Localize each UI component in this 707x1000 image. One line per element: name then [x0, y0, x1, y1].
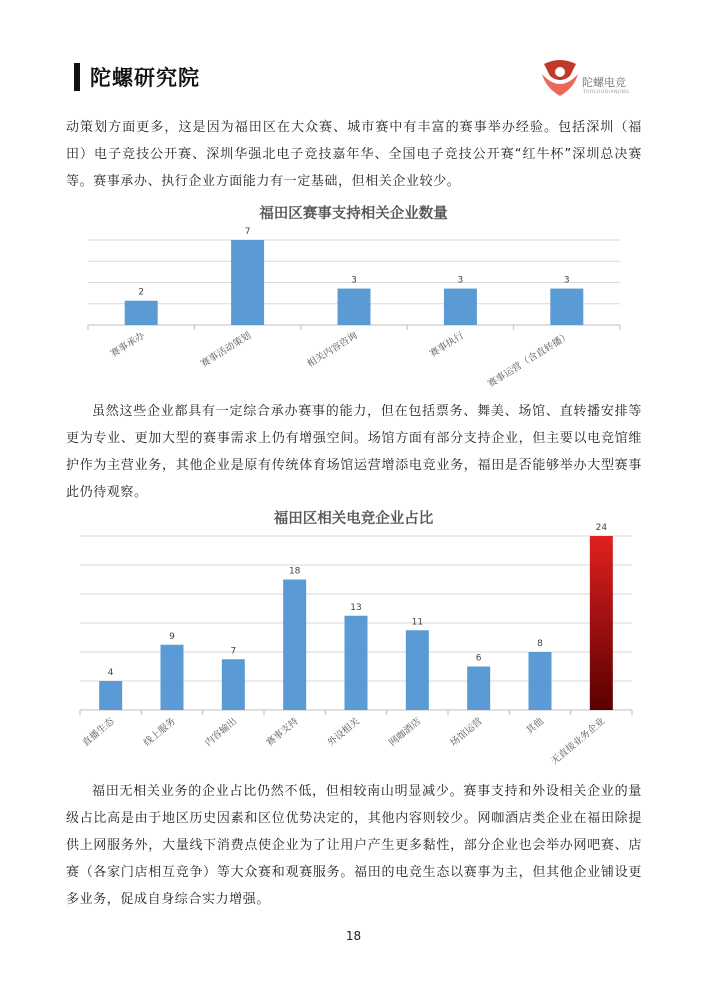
chart2-bar — [467, 667, 490, 711]
page-number: 18 — [345, 929, 362, 943]
paragraph-2: 虽然这些企业都具有一定综合承办赛事的能力，但在包括票务、舞美、场馆、直转播安排等更为专业、更加大型的赛事需求上仍有增强空间。场馆方面有部分支持企业，但主要以电竞馆维护作为主营业务，其他企业是原有传统体育场馆运营增添电竞业务，福田是否能够举办大型赛事此仍待观察。 — [66, 404, 642, 500]
chart1-bar — [125, 301, 158, 325]
header-accent-bar — [74, 63, 80, 91]
chart1-data-label: 7 — [244, 227, 251, 237]
logo-subtext: TUOLUODIANJING — [583, 90, 630, 95]
chart1-data-label: 3 — [563, 275, 570, 286]
chart1-data-label: 3 — [351, 275, 357, 286]
brand-logo — [540, 52, 650, 108]
chart2-data-label: 11 — [411, 617, 424, 628]
chart2-category-label: 直播生态 — [80, 715, 117, 749]
chart1-data-label: 3 — [457, 275, 464, 286]
page-header — [74, 62, 200, 92]
logo-text: 陀螺电竞 — [582, 76, 626, 89]
chart2-category-label: 赛事支持 — [264, 715, 301, 749]
chart1-bar — [231, 240, 264, 325]
chart2-title: 福田区相关电竞企业占比 — [273, 511, 434, 527]
chart2-data-label: 18 — [288, 566, 301, 577]
chart1-category-label: 赛事活动策划 — [199, 330, 254, 370]
chart2-bar — [345, 616, 368, 710]
chart2-data-label: 8 — [537, 639, 543, 649]
chart2-data-label: 6 — [475, 653, 482, 664]
chart2-data-label: 9 — [169, 631, 175, 642]
chart1-title: 福田区赛事支持相关企业数量 — [259, 206, 448, 222]
chart2-bar — [161, 645, 184, 710]
chart1-category-label: 相关内容咨询 — [305, 330, 360, 370]
chart2-bar — [283, 580, 306, 711]
chart2-category-label: 网咖酒店 — [387, 715, 424, 749]
chart2-category-label: 内容输出 — [203, 715, 240, 749]
chart1-bar — [550, 289, 583, 325]
chart1-bar — [444, 289, 477, 325]
chart2-category-label: 外设相关 — [325, 715, 362, 749]
chart1-category-label: 赛事运营（含直转播） — [485, 330, 573, 390]
chart1-bar — [338, 289, 371, 325]
chart2-category-label: 线上服务 — [141, 715, 178, 749]
chart2-bar — [99, 681, 122, 710]
chart2-category-label: 场馆运营 — [448, 715, 485, 749]
chart1-category-label: 赛事承办 — [108, 330, 147, 360]
chart2-data-label: 4 — [107, 668, 114, 678]
chart2-data-label: 13 — [350, 602, 362, 613]
chart2-plot — [0, 523, 707, 768]
chart1-category-label: 赛事执行 — [427, 330, 466, 360]
chart1-data-label: 2 — [138, 287, 145, 298]
header-title: 陀螺研究院 — [90, 66, 200, 90]
chart2-bar — [406, 630, 429, 710]
chart2-category-label: 其他 — [524, 715, 546, 737]
paragraph-1: 动策划方面更多，这是因为福田区在大众赛、城市赛中有丰富的赛事举办经验。包括深圳（福田）电子竞技公开赛、深圳华强北电子竞技嘉年华、全国电子竞技公开赛“红牛杯”深圳总决赛等。赛事承办、执行企业方面能力有一定基础，但相关企业较少。 — [66, 120, 642, 189]
chart1-plot — [0, 228, 707, 398]
spinning-top-logo-icon — [540, 54, 580, 104]
chart2-data-label: 24 — [595, 523, 608, 533]
chart2-bar — [590, 536, 613, 710]
paragraph-3: 福田无相关业务的企业占比仍然不低，但相较南山明显减少。赛事支持和外设相关企业的量级占比高是由于地区历史因素和区位优势决定的，其他内容则较少。网咖酒店类企业在福田除提供上网服务外，大量线下消费点使企业为了让用户产生更多黏性，部分企业也会举办网吧赛、店赛（各家门店相互竞争）等大众赛和观赛服务。福田的电竞生态以赛事为主，但其他企业铺设更多业务，促成自身综合实力增强。 — [66, 784, 642, 907]
chart2-category-label: 无直接业务企业 — [549, 715, 608, 768]
chart2-bar — [222, 659, 245, 710]
chart2-bar — [529, 652, 552, 710]
chart2-data-label: 7 — [230, 646, 237, 657]
